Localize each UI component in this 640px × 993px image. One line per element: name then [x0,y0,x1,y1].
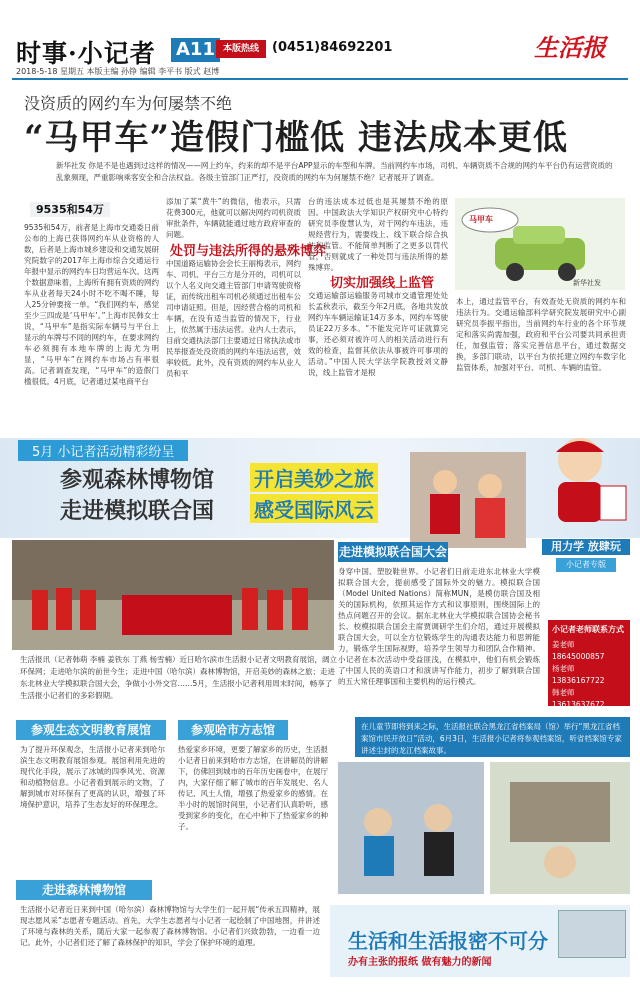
newspaper-thumbnail-icon [558,910,626,958]
col2-text2: 中国道路运输协会会长王丽梅表示，网约车、司机、平台三方是分开的，司机可以以个人名义向交通主管部门申请驾驶资格证，而传统出租车司机必须通过出租车公司申请证照。但是，因经营合格的司机和车辆，在没有适当监管的情况下，行业上，依然属于违法运营。业内人士表示，目前交通执法部门主要通过日常执法或市民举报查处没资质的网约车违法运营，效率较低。此外，没有资质的网约车从业人员和平 [166,259,301,378]
header-divider [12,78,628,80]
group-photo-icon [12,540,334,650]
contact-line-3: 韩老师 13613637672 [552,688,605,709]
col1-kicker [30,198,110,217]
page-number: A11 [171,38,220,62]
mascot-motto: 用力学 放肆玩 [542,539,630,555]
car-cartoon-icon [455,198,625,290]
section-title: 时事·小记者 [16,39,156,68]
mun-photo-icon [338,762,484,894]
banner-tag: 5月 小记者活动精彩纷呈 [18,440,188,461]
cartoon-bubble: 马甲车 [469,215,493,224]
col1-text: 9535和54万，前者是上海市交通委日前公布的上海已获得网约车从业资格的人数，后者是上海市城乡建设和交通发展研究院数字的2017年上海市综合交通运行年报中显示的网约车日均营运车次。这两个数据意味着，上海所有拥有资质的网约车从业者每天24小时不吃不喝不睡，每人25分钟要接一单。“我们网约车，感觉至少三四成是‘马甲车’。”上海市民韩女士说，“马甲车”是指实际车辆号与平台上显示的车牌号不同的网约车，在要求网约车必须拥有本地车牌的上海尤为明显，“马甲车”在网约车市场占有率很高。记者调查发现，“马甲车”的造假门槛很低。4月底，记者通过某电商平台 [24,223,159,386]
dateline: 2018-5-18 星期五 本版主编 孙铮 编辑 李平书 版式 赵博 [16,67,220,76]
cartoon-illustration [455,198,625,290]
students-photo [410,452,526,548]
civ-title: 参观生态文明教育展馆 [16,720,166,740]
banner-line1-highlight: 开启美妙之旅 [250,463,378,492]
col3-heading: 切实加强线上监管 [330,276,435,291]
mun-text: 身穿中国、塑胶鞋世界。小记者们日前走进东北林业大学模拟联合国大会，提前感受了国际外交的魅力。模拟联合国（Model United Nations）简称MUN，是模仿联合国及相关的国际机构，依照其运作方式和议事原则，围绕国际上的热点问题召开的会议。据东北林业大学模拟联合国协会秘书长、校模拟联合国会主席贾调研学生们介绍，通过开展模拟联合国大会，可以全方位锻炼学生的沟通表达能力和思辨能力，锻炼学生国际视野，培养学生领导力和团队合作精神。小记者在本次活动中受益匪浅，在模拟中，他们有机会锻炼了中国人民的英语口才和演讲写作能力，初步了解到联合国的五大常任理事国和主要机构的运行模式。 [338,567,540,686]
photo-caption: 生活报讯（记者韩萌 李楠 姜铁东 丁燕 杨雪楠）近日哈尔滨市生活报小记者文明教育展馆，阔立环保网；走进哈尔滨的前世今生；走进中国（哈尔滨）森林博物馆，开启美妙的森林之旅；走进东北林业大学模拟联合国大会，争做小小外交官……5月，生活报小记者利用周末时间，畅享了生活报小记者们的多彩假期。 [20,655,338,700]
hotline-number: (0451)84692201 [272,40,393,55]
article-subtitle: 没资质的网约车为何屡禁不绝 [24,94,233,113]
col4-text: 本上，通过监管平台，有效查处无资质的网约车和违法行为。交通运输部科学研究院发展研究中心副研究员李振平指出，当前网约车行业的各个环节规定和落实尚需加强，政府和平台公司要共同承担责任，加强监管；落实完善信息平台，通过数据交换，多部门联动，以平台为依托建立网约车数字化监管体系，加强对平台、司机、车辆的监管。 [456,297,626,372]
harbin-text: 热爱家乡环境，更要了解家乡的历史，生活报小记者日前来到哈市方志馆，在讲解员的讲解下，仿佛回到城市的百年历史画卷中，在展厅内，大家仔细了解了城市的百年发展史、名人传记、风土人情，增强了热爱家乡的感情。在半小时的展馆时间里，小记者们认真聆听，感受到家乡的变化，在心中种下了热爱家乡的种子。 [178,745,328,831]
mun-photo [338,762,484,894]
ad-slogan: 生活和生活报密不可分 [348,929,548,953]
mun-title: 走进模拟联合国大会 [338,542,448,562]
group-photo [12,540,334,650]
article-intro: 新华社发 你是不是也遇到过这样的情况——网上约车，约来的却不是平台APP显示的车型和车牌。当前网约车市场，司机、车辆资质不合规的网约车平台仍有运营资质的乱象频现，严重影响乘客安全和合法权益。各级主管部门正严打，没资质的网约车为何屡禁不绝？记者展开了调查。 [56,161,613,182]
col3-text: 台的违法成本过低也是其屡禁不绝的原因。中国政法大学知识产权研究中心特约研究员李俊慧认为，对于网约车违法，违规经营行为，需要线上、线下联合综合执法和监管。不能简单判断了之更多以罚代管，否则就成了一种处罚与违法所得的悬殊博弈。 [308,197,448,272]
article-headline: “马甲车”造假门槛低 违法成本更低 [24,118,568,158]
brand-logo: 生活报 [534,33,606,62]
forest-title: 走进森林博物馆 [16,880,152,900]
notice-box: 在儿童节即将到来之际，生活报社联合黑龙江省档案局（馆）举行“黑龙江省档案馆市民开放日”活动，6月3日，生活报小记者将参观档案馆，听省档案馆专家讲述尘封的龙江档案故事。 [355,717,630,757]
mascot-icon [530,430,630,540]
cartoon-credit: 新华社发 [573,279,601,287]
contact-box [548,620,630,709]
ad-tagline: 办有主张的报纸 做有魅力的新闻 [348,957,492,968]
contact-title: 小记者老师联系方式 [552,625,624,634]
banner-line1: 参观森林博物馆 [60,467,215,493]
col2-heading: 处罚与违法所得的悬殊博弈 [170,244,327,259]
contact-line-2: 杨老师 13836167722 [552,664,605,685]
col1-heading: 9535和54万 [30,202,110,217]
contact-line-1: 姜老师 18645000857 [552,640,605,661]
hotline-label: 本版热线 [216,40,266,58]
civ-text: 为了提升环保观念，生活报小记者来到哈尔滨生态文明教育展馆参观。展馆利用先进的现代化手段，展示了冰城的四季风光、资源和动植物信息。小记者看到展示的文物，了解到城市对环保有了更高的认识，增强了环境保护意识，培养了生态友好的环保理念。 [20,745,165,809]
forest-text: 生活报小记者近日来到中国（哈尔滨）森林博物馆与大学生们一起开展“传承五四精神，展现志愿风采”志愿者专题活动。首先，大学生志愿者与小记者一起绘制了中国地图，并讲述了环境与森林的关系，随后大家一起参观了森林博物馆。小记者们兴致勃勃，一边看一边记。此外，小记者们还了解了森林保护的知识，学会了保护环境的道理。 [20,905,320,947]
archive-photo-icon [490,762,630,894]
harbin-title: 参观哈市方志馆 [178,720,288,740]
archive-photo [490,762,630,894]
col2-text: 添加了某“黄牛”的微信，他表示，只需花费300元，他就可以解决网约司机资质审批条件，车辆就能通过地方政府审查的问题。 [166,197,301,238]
students-photo-icon [410,452,526,548]
col3-text2: 交通运输部运输服务司城市交通管理处处长孟秋表示，截至今年2月底，各地共发放网约车车辆运输证14万多本，网约车驾驶员证22万多本。“不能发完许可证就算完事，还必须对被许可人的相关活动进行有效的检查，监督其依法从事被许可事项的活动。”中国人民大学法学院教授刘文静说，线上监管才是根 [308,291,448,377]
mascot-tag: 小记者专版 [556,558,616,572]
banner-line2-highlight: 感受国际风云 [250,494,378,523]
banner-line2: 走进模拟联合国 [60,498,215,524]
